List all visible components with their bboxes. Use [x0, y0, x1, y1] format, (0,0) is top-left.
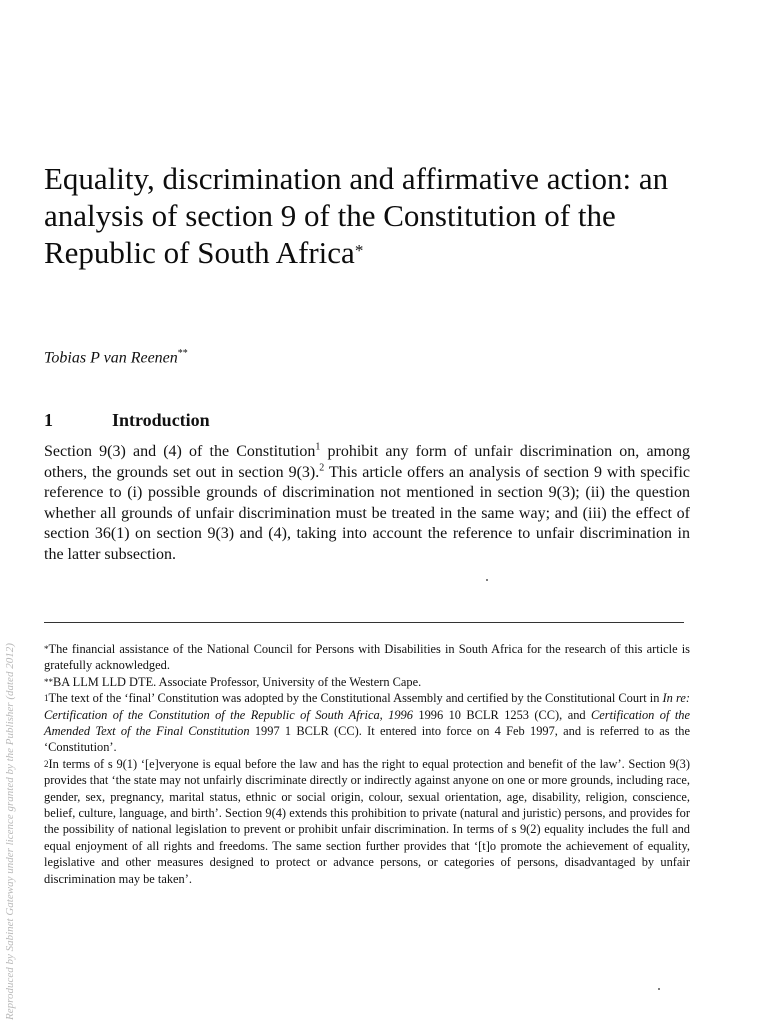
- title-footnote-mark: *: [354, 241, 364, 260]
- footnote-1: [44, 690, 690, 756]
- section-heading: [44, 410, 704, 431]
- case-citation: In re: Certification of the Constitution of the Republic of South Africa, 1996: [44, 691, 690, 722]
- footnote-text: In terms of s 9(1) ‘[e]veryone is equal before the law and has the right to equal protection and benefit of the law’. Section 9(3) provides that ‘the state may not unfairly discriminate directly or indirectly against anyone on one or more grounds, including race, gender, sex, pregnancy, marital status, ethnic or social origin, colour, sexual orientation, age, disability, religion, conscience, belief, culture, language, and birth’. Section 9(4) extends this prohibition to private (natural and juristic) persons, and provides for the possibility of national legislation to prevent or prohibit unfair discrimination. In terms of s 9(2) equality includes the full and equal enjoyment of all rights and freedoms. The same section further provides that ‘[t]o promote the achievement of equality, legislative and other measures designed to protect or advance persons, or categories of persons, disadvantaged by unfair discrimination may be taken’.: [44, 756, 690, 886]
- footnote-text: BA LLM LLD DTE. Associate Professor, University of the Western Cape.: [53, 674, 422, 689]
- article-author: [44, 348, 188, 367]
- scan-speck: [658, 988, 660, 990]
- footnote-star: [44, 641, 690, 674]
- footnote-text: The text of the ‘final’ Constitution was adopted by the Constitutional Assembly and certified by the Constitutional Court in: [48, 691, 663, 706]
- footnote-ref-1: 1: [315, 441, 321, 453]
- footnote-ref-2: 2: [319, 462, 325, 474]
- intro-text-1: Section 9(3) and (4) of the Constitution: [44, 443, 316, 460]
- footnote-mark: *: [44, 644, 49, 654]
- article-title-text: Equality, discrimination and affirmative action: an analysis of section 9 of the Constitution of the Republic of South Africa: [44, 161, 669, 270]
- footnote-2: [44, 756, 690, 887]
- footnote-divider: [44, 622, 684, 623]
- footnote-text: 1996 10 BCLR 1253 (CC), and: [412, 707, 592, 722]
- footnote-mark: **: [44, 676, 53, 687]
- section-title: Introduction: [112, 410, 210, 430]
- footnote-text: The financial assistance of the National Council for Persons with Disabilities in South Africa for the research of this article is gratefully acknowledged.: [44, 642, 690, 673]
- section-number: 1: [44, 410, 53, 430]
- case-citation: Certification of the Amended Text of the Final Constitution: [44, 707, 690, 739]
- intro-paragraph: [44, 442, 690, 566]
- intro-text-3: This article offers an analysis of section 9 with specific reference to (i) possible grounds of discrimination not mentioned in section 9(3); (ii) the question whether all grounds of unfair discrimination must be treated in the same way; and (iii) the effect of section 36(1) on section 9(3) and (4), taking into account the reference to unfair discrimination in the latter subsection.: [44, 463, 691, 563]
- scan-speck: [486, 579, 488, 581]
- author-footnote-mark: **: [177, 348, 188, 359]
- footnote-double-star: [44, 674, 690, 690]
- footnote-mark: 2: [44, 758, 49, 769]
- footnote-mark: 1: [44, 693, 49, 704]
- publisher-watermark: Reproduced by Sabinet Gateway under licence granted by the Publisher (dated 2012): [4, 643, 16, 1020]
- footnotes: [44, 641, 690, 887]
- footnote-text: 1997 1 BCLR (CC). It entered into force on 4 Feb 1997, and is referred to as the ‘Constitution’.: [44, 724, 690, 755]
- author-name: Tobias P van Reenen: [44, 349, 178, 367]
- article-title: [44, 160, 734, 271]
- intro-text-2: prohibit any form of unfair discrimination on, among others, the grounds set out in section 9(3).: [44, 443, 691, 481]
